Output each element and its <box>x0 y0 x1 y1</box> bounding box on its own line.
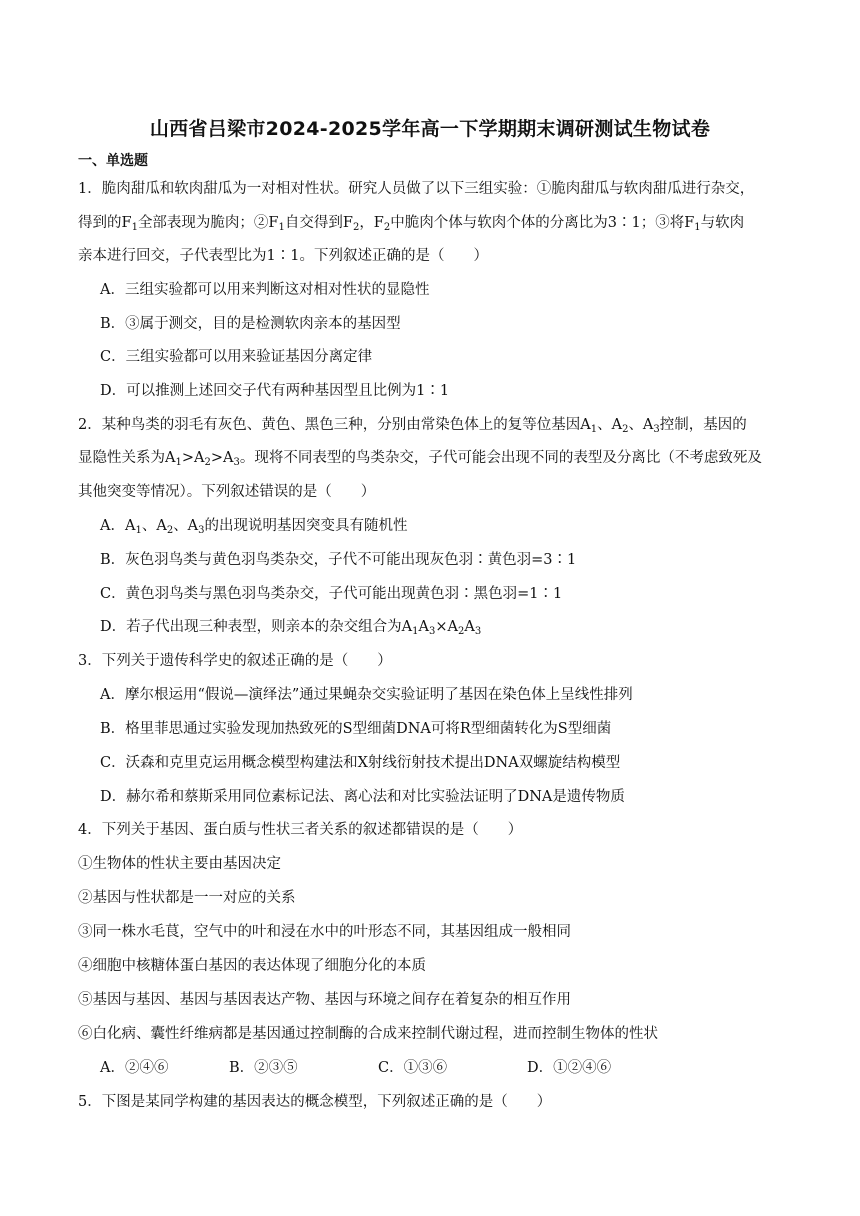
question-2-option-b: B．灰色羽鸟类与黄色羽鸟类杂交，子代不可能出现灰色羽∶黄色羽=3∶1 <box>100 552 577 568</box>
question-1-stem-line-3: 亲本进行回交，子代表型比为1∶1。下列叙述正确的是（ ） <box>78 248 488 264</box>
section-heading: 一、单选题 <box>78 153 148 169</box>
question-4-statement-6: ⑥白化病、囊性纤维病都是基因通过控制酶的合成来控制代谢过程，进而控制生物体的性状 <box>78 1026 658 1042</box>
question-4-option-d: D．①②④⑥ <box>527 1060 612 1076</box>
question-3-stem: 3．下列关于遗传科学史的叙述正确的是（ ） <box>78 653 392 669</box>
question-3-option-b: B．格里菲思通过实验发现加热致死的S型细菌DNA可将R型细菌转化为S型细菌 <box>100 721 612 737</box>
question-2-stem-line-2: 显隐性关系为$A_1>A_2>A_3$。现将不同表型的鸟类杂交，子代可能会出现不同的表型及分离比（不考虑致死及 <box>78 450 762 468</box>
question-4-statement-3: ③同一株水毛茛，空气中的叶和浸在水中的叶形态不同，其基因组成一般相同 <box>78 924 571 940</box>
question-1-stem-line-2: 得到的$F_1$全部表现为脆肉；$②F_1$自交得到$F_2$，$F_2$中脆肉个体与软肉个体的分离比为3∶1；③将$F_1$与软肉 <box>78 215 745 233</box>
question-4-option-a: A．②④⑥ <box>100 1060 169 1076</box>
question-2-option-c: C．黄色羽鸟类与黑色羽鸟类杂交，子代可能出现黄色羽∶黑色羽=1∶1 <box>100 586 563 602</box>
question-1-stem-line-1: 1．脆肉甜瓜和软肉甜瓜为一对相对性状。研究人员做了以下三组实验：①脆肉甜瓜与软肉甜瓜进行杂交， <box>78 181 755 197</box>
question-2-stem-line-1: 2．某种鸟类的羽毛有灰色、黄色、黑色三种，分别由常染色体上的复等位基因$A_1$、$A_2$、$A_3$控制，基因的 <box>78 417 747 435</box>
question-5-stem: 5．下图是某同学构建的基因表达的概念模型，下列叙述正确的是（ ） <box>78 1094 552 1110</box>
page-title: 山西省吕梁市2024-2025学年高一下学期期末调研测试生物试卷 <box>149 118 711 140</box>
question-1-option-c: C．三组实验都可以用来验证基因分离定律 <box>100 349 373 365</box>
question-1-option-b: B．③属于测交，目的是检测软肉亲本的基因型 <box>100 316 401 332</box>
question-4-statement-1: ①生物体的性状主要由基因决定 <box>78 856 281 872</box>
question-3-option-d: D．赫尔希和蔡斯采用同位素标记法、离心法和对比实验法证明了DNA是遗传物质 <box>100 789 625 805</box>
question-4-option-c: C．①③⑥ <box>378 1060 448 1076</box>
question-4-statement-5: ⑤基因与基因、基因与基因表达产物、基因与环境之间存在着复杂的相互作用 <box>78 992 571 1008</box>
question-3-option-c: C．沃森和克里克运用概念模型构建法和X射线衍射技术提出DNA双螺旋结构模型 <box>100 755 621 771</box>
question-1-option-d: D．可以推测上述回交子代有两种基因型且比例为1∶1 <box>100 383 450 399</box>
question-4-stem: 4．下列关于基因、蛋白质与性状三者关系的叙述都错误的是（ ） <box>78 822 523 838</box>
question-4-option-b: B．②③⑤ <box>229 1060 298 1076</box>
question-2-option-a: A．$A_1$、$A_2$、$A_3$的出现说明基因突变具有随机性 <box>100 518 408 536</box>
question-2-option-d: D．若子代出现三种表型，则亲本的杂交组合为$A_1A_3\times A_2A_3$ <box>100 619 482 637</box>
question-3-option-a: A．摩尔根运用“假说—演绎法”通过果蝇杂交实验证明了基因在染色体上呈线性排列 <box>100 687 633 703</box>
question-2-stem-line-3: 其他突变等情况）。下列叙述错误的是（ ） <box>78 484 376 500</box>
question-4-statement-4: ④细胞中核糖体蛋白基因的表达体现了细胞分化的本质 <box>78 958 426 974</box>
question-4-statement-2: ②基因与性状都是一一对应的关系 <box>78 890 296 906</box>
question-1-option-a: A．三组实验都可以用来判断这对相对性状的显隐性 <box>100 282 430 298</box>
